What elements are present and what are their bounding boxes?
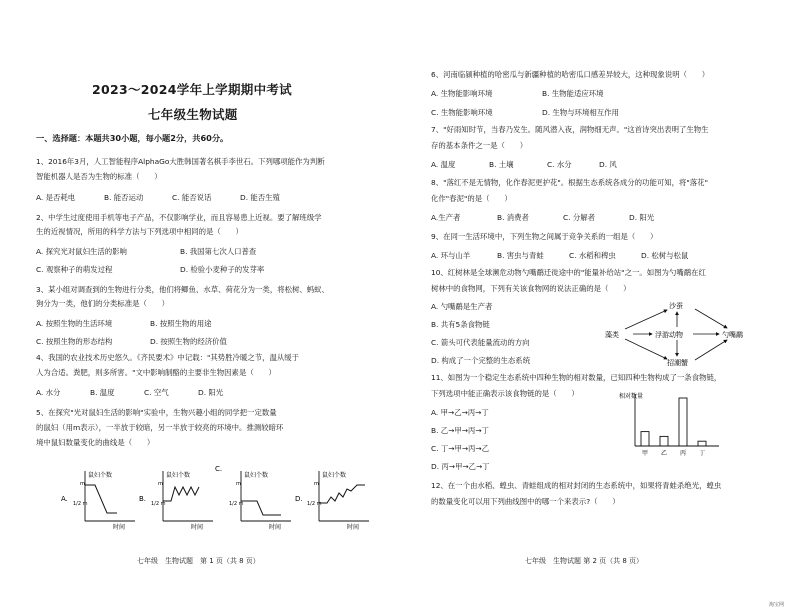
q2-option-d: D. 检验小麦种子的发芽率 [180, 265, 265, 274]
question-6-line-1: 6、河南临颍种植的哈密瓜与新疆种植的哈密瓜口感差异较大，这种现象说明（ ） [431, 70, 710, 79]
q4-option-b: B. 温度 [90, 388, 115, 397]
q11-bar-label-1: 乙 [661, 450, 668, 457]
section-heading: 一、选择题：本题共30小题，每小题2分，共60分。 [36, 133, 229, 143]
graph-b-axis-mid: 1/2 m [151, 501, 166, 507]
web-node-center: 浮游动物 [655, 331, 683, 339]
web-node-top: 沙蚕 [669, 302, 683, 310]
corner-watermark: 淘宝网 [768, 602, 784, 608]
q11-chart-ylabel: 相对数量 [619, 393, 644, 400]
q5-graph-c [215, 465, 291, 531]
q5-graph-a [61, 471, 135, 531]
question-12-line-1: 12、在一个由水稻、蝗虫、青蛙组成的相对封闭的生态系统中，如果将青蛙杀绝光，蝗虫 [431, 481, 722, 490]
q1-option-d: D. 能否生殖 [240, 193, 280, 202]
question-5-line-1: 5、在探究"光对鼠妇生活的影响"实验中，生物兴趣小组的同学把一定数量 [36, 408, 277, 417]
web-node-left: 藻类 [605, 331, 619, 339]
web-arrow-8 [695, 340, 727, 360]
q6-option-c: C. 生物能影响环境 [431, 108, 493, 117]
q3-option-d: D. 按照生物的经济价值 [150, 337, 227, 346]
question-4-line-2: 人为合适。粪肥，则多所害。"文中影响制酪的主要非生物因素是（ ） [36, 368, 276, 377]
graph-a-label: A. [61, 495, 68, 503]
q10-option-d: D. 构成了一个完整的生态系统 [431, 356, 531, 365]
question-3-line-2: 狗分为一类，他们的分类标准是（ ） [36, 299, 170, 308]
q7-option-c: C. 水分 [547, 160, 572, 169]
web-arrow-2 [625, 310, 667, 329]
q1-option-b: B. 能否运动 [104, 193, 144, 202]
graph-a-xlabel: 时间 [113, 524, 126, 531]
graph-d-curve [319, 485, 365, 503]
question-1-line-1: 1、2016年3月，人工智能程序AlphaGo大胜韩国著名棋手李世石。下列哪项能作为判断 [36, 157, 325, 166]
q1-option-a: A. 是否耗电 [36, 193, 76, 202]
q5-graph-d [295, 471, 369, 531]
graph-b-axis-top: m [158, 481, 163, 487]
q10-option-c: C. 箭头可代表能量流动的方向 [431, 338, 530, 347]
graph-a-title: 鼠妇个数 [88, 472, 113, 479]
q4-option-c: C. 空气 [144, 388, 169, 397]
question-2-line-2: 生的近视情况，所用的科学方法与下列选项中相同的是（ ） [36, 227, 243, 236]
graph-d-axis-mid: 1/2 m [307, 501, 322, 507]
q10-option-a: A. 勺嘴鹬是生产者 [431, 302, 493, 311]
q11-bar-3 [698, 441, 706, 446]
q4-option-a: A. 水分 [36, 388, 61, 397]
q2-option-b: B. 我国第七次人口普查 [180, 247, 257, 256]
q11-bar-0 [641, 432, 649, 446]
graph-d-axis-top: m [314, 481, 319, 487]
q3-option-a: A. 按照生物的生活环境 [36, 319, 113, 328]
q10-food-web [597, 299, 777, 369]
graph-c-xlabel: 时间 [269, 524, 282, 531]
q8-option-a: A.生产者 [431, 213, 461, 222]
q9-option-c: C. 水稻和稗虫 [569, 251, 616, 260]
q1-option-c: C. 能否说话 [172, 193, 212, 202]
q11-bar-label-3: 丁 [699, 450, 706, 457]
question-1-line-2: 智能机器人是否为生物的标准（ ） [36, 172, 162, 181]
q9-option-b: B. 害虫与青蛙 [497, 251, 544, 260]
graph-d-title: 鼠妇个数 [322, 472, 347, 479]
q9-option-a: A. 环与山羊 [431, 251, 471, 260]
q7-option-a: A. 温度 [431, 160, 456, 169]
page-2-footer: 七年级 生物试题 第 2 页（共 8 页） [525, 557, 644, 565]
q11-bar-label-2: 丙 [680, 450, 687, 457]
question-5-line-2: 的鼠妇（用m表示），一半放于较暗，另一半放于较亮的环境中。推测较暗环 [36, 423, 284, 432]
graph-d-label: D. [295, 495, 303, 503]
graph-a-curve [85, 485, 117, 513]
q2-option-a: A. 探究光对鼠妇生活的影响 [36, 247, 127, 256]
q8-option-d: D. 阳光 [629, 213, 655, 222]
question-4-line-1: 4、我国的农业技术历史悠久。《齐民要术》中记载："其势胜冷暖之节，温从缓于 [36, 353, 300, 362]
graph-c-label: C. [215, 465, 223, 473]
question-10-line-2: 树林中的食物网，下列有关该食物网的说法正确的是（ ） [431, 284, 631, 293]
exam-title: 2023～2024学年上学期期中考试 [92, 82, 292, 97]
q9-option-d: D. 松树与松鼠 [641, 251, 689, 260]
q6-option-b: B. 生物能适应环境 [542, 89, 604, 98]
question-11-line-2: 下列选项中能正确表示该食物链的是（ ） [431, 389, 579, 398]
question-5-line-3: 境中鼠妇数量变化的曲线是（ ） [36, 438, 155, 447]
question-3-line-1: 3、某小组对调查到的生物进行分类，他们将鲫鱼、水草、荷花分为一类，将松树、蚂蚁、 [36, 285, 329, 294]
exam-page-2 [397, 0, 794, 614]
q8-option-b: B. 消费者 [497, 213, 529, 222]
graph-a-axis-mid: 1/2 m [73, 501, 88, 507]
question-10-line-1: 10、红树林是全球濒危动物勺嘴鹬迁徙途中的"能量补给站"之一。如图为勺嘴鹬在红 [431, 268, 706, 277]
q11-option-b: B. 乙→甲→丙→丁 [431, 426, 489, 435]
question-7-line-1: 7、"好雨知时节，当春乃发生。随风潜入夜，润物细无声。"这首诗突出表明了生物生 [431, 125, 709, 134]
question-11-line-1: 11、如图为一个稳定生态系统中四种生物的相对数量，已知四种生物构成了一条食物链， [431, 373, 722, 382]
q5-graph-b [139, 471, 213, 531]
graph-a-axis-top: m [80, 481, 85, 487]
q11-bar-2 [679, 398, 687, 446]
question-2-line-1: 2、中学生过度使用手机等电子产品，不仅影响学业，而且容易患上近视。要了解班级学 [36, 213, 322, 222]
graph-b-title: 鼠妇个数 [166, 472, 191, 479]
graph-c-curve [241, 501, 281, 515]
graph-c-title: 鼠妇个数 [244, 472, 269, 479]
q11-option-d: D. 丙→甲→乙→丁 [431, 462, 490, 471]
q6-option-a: A. 生物能影响环境 [431, 89, 493, 98]
q7-option-b: B. 土壤 [489, 160, 514, 169]
q10-option-b: B. 共有5条食物链 [431, 320, 490, 329]
graph-c-axis-top: m [236, 481, 241, 487]
web-node-right: 勺嘴鹬 [722, 331, 743, 339]
question-9-line-1: 9、在同一生活环境中，下列生物之间属于竞争关系的一组是（ ） [431, 232, 658, 241]
web-arrow-3 [625, 339, 667, 359]
q7-option-d: D. 风 [599, 160, 617, 169]
question-7-line-2: 存的基本条件之一是（ ） [431, 141, 528, 150]
page-1-footer: 七年级 生物试题 第 1 页（共 8 页） [137, 557, 260, 565]
q3-option-c: C. 按照生物的形态结构 [36, 337, 113, 346]
q11-bar-1 [660, 436, 668, 446]
q11-option-a: A. 甲→乙→丙→丁 [431, 408, 489, 417]
web-node-bottom: 招潮蟹 [667, 359, 688, 367]
graph-c-axis-mid: 1/2 m [229, 501, 244, 507]
question-8-line-2: 化作"春泥"的是（ ） [431, 194, 512, 203]
q5-graph-options [55, 465, 395, 537]
q11-bar-label-0: 甲 [642, 450, 649, 457]
graph-b-xlabel: 时间 [191, 524, 204, 531]
q6-option-d: D. 生物与环境相互作用 [542, 108, 619, 117]
question-12-line-2: 的数量变化可以用下列曲线图中的哪一个来表示?（ ） [431, 497, 620, 506]
q11-bars [641, 398, 706, 457]
graph-b-curve [163, 487, 199, 501]
graph-d-xlabel: 时间 [347, 524, 360, 531]
exam-subtitle: 七年级生物试题 [148, 107, 238, 122]
q8-option-c: C. 分解者 [563, 213, 596, 222]
question-8-line-1: 8、"落红不是无情物，化作春泥更护花"。根据生态系统各成分的功能可知，将"落花" [431, 178, 708, 187]
q2-option-c: C. 观察种子的萌发过程 [36, 265, 113, 274]
web-arrow-7 [695, 309, 727, 328]
q3-option-b: B. 按照生物的用途 [150, 319, 212, 328]
q11-option-c: C. 丁→甲→丙→乙 [431, 444, 489, 453]
q11-bar-chart [617, 388, 727, 460]
graph-b-label: B. [139, 495, 147, 503]
q4-option-d: D. 阳光 [198, 388, 224, 397]
